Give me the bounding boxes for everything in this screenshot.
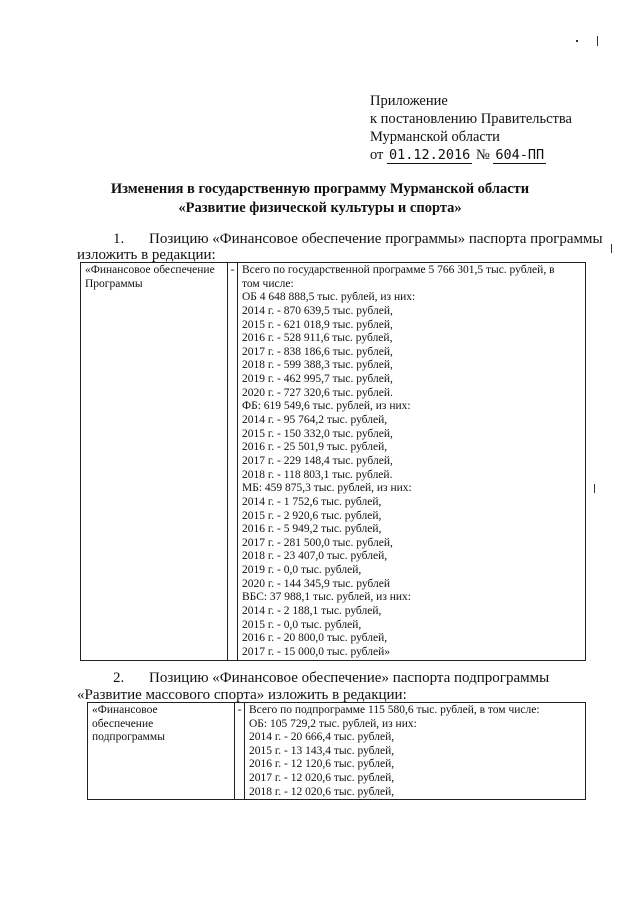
document-title — [0, 180, 640, 218]
table1-line: 2020 г. - 727 320,6 тыс. рублей. — [242, 386, 393, 399]
item2-paragraph-line2: «Развитие массового спорта» изложить в редакции: — [77, 687, 407, 703]
table1-line: ОБ 4 648 888,5 тыс. рублей, из них: — [242, 291, 416, 304]
table1-line: 2018 г. - 118 803,1 тыс. рублей. — [242, 468, 393, 481]
number-prefix: № — [475, 147, 490, 163]
table2-line: 2016 г. - 12 120,6 тыс. рублей, — [249, 758, 395, 771]
scan-mark — [594, 484, 595, 493]
table1-line: ВБС: 37 988,1 тыс. рублей, из них: — [242, 591, 412, 604]
table1-line: 2016 г. - 20 800,0 тыс. рублей, — [242, 632, 388, 645]
table1-line: 2019 г. - 462 995,7 тыс. рублей, — [242, 373, 393, 386]
scan-mark — [611, 244, 612, 253]
table2-line: 2015 г. - 13 143,4 тыс. рублей, — [249, 744, 395, 757]
table-row — [88, 703, 586, 800]
table1-line: 2017 г. - 281 500,0 тыс. рублей, — [242, 536, 393, 549]
table1-line: 2014 г. - 1 752,6 тыс. рублей, — [242, 495, 382, 508]
table1-line: 2015 г. - 0,0 тыс. рублей, — [242, 618, 362, 631]
table1-line: 2017 г. - 229 148,4 тыс. рублей, — [242, 454, 393, 467]
table1-line: 2016 г. - 528 911,6 тыс. рублей, — [242, 332, 393, 345]
document-date: 01.12.2016 — [389, 147, 471, 163]
table1-line: 2016 г. - 5 949,2 тыс. рублей, — [242, 523, 382, 536]
date-prefix: от — [370, 147, 384, 163]
table1-line: 2020 г. - 144 345,9 тыс. рублей — [242, 577, 390, 590]
table1-label-cell — [81, 263, 228, 661]
table2-value-cell — [245, 703, 586, 800]
table1-line: 2017 г. - 15 000,0 тыс. рублей» — [242, 645, 390, 658]
passport-table-2 — [87, 702, 586, 800]
table1-label-line: Программы — [85, 277, 143, 290]
item1-paragraph-line2: изложить в редакции: — [77, 247, 216, 263]
item2-number: 2. — [113, 670, 125, 686]
item2-text-line1: Позицию «Финансовое обеспечение» паспорта подпрограммы — [149, 670, 550, 686]
item1-text-line1: Позицию «Финансовое обеспечение программы» паспорта программы — [149, 231, 603, 247]
table1-label-line: «Финансовое обеспечение — [85, 264, 215, 276]
table2-label-line: «Финансовое — [92, 704, 158, 716]
table2-dash-cell: - — [235, 703, 245, 800]
document-number: 604-ПП — [495, 147, 545, 163]
title-line1: Изменения в государственную программу Мурманской области — [110, 181, 530, 197]
passport-table-1 — [80, 262, 586, 661]
table1-line: 2018 г. - 23 407,0 тыс. рублей, — [242, 550, 388, 563]
table2-line: 2017 г. - 12 020,6 тыс. рублей, — [249, 771, 395, 784]
table1-line: Всего по государственной программе 5 766 301,5 тыс. рублей, в — [242, 264, 555, 276]
table1-line: том числе: — [242, 277, 294, 290]
table1-line: 2015 г. - 150 332,0 тыс. рублей, — [242, 427, 393, 440]
table2-label-line: подпрограммы — [92, 731, 165, 744]
appendix-date-line — [370, 146, 572, 164]
table1-line: 2016 г. - 25 501,9 тыс. рублей, — [242, 441, 388, 454]
table1-line: 2014 г. - 870 639,5 тыс. рублей, — [242, 304, 393, 317]
table2-line: 2014 г. - 20 666,4 тыс. рублей, — [249, 731, 395, 744]
table1-value-cell — [238, 263, 586, 661]
table1-line: 2014 г. - 95 764,2 тыс. рублей, — [242, 414, 388, 427]
appendix-line3: Мурманской области — [370, 129, 500, 145]
item2-paragraph — [113, 670, 549, 686]
table1-dash-cell: - — [228, 263, 238, 661]
table1-line: 2019 г. - 0,0 тыс. рублей, — [242, 564, 362, 577]
table1-line: МБ: 459 875,3 тыс. рублей, из них: — [242, 482, 412, 495]
table-row — [81, 263, 586, 661]
table1-line: ФБ: 619 549,6 тыс. рублей, из них: — [242, 400, 411, 413]
item1-paragraph — [113, 231, 603, 247]
table2-line: 2018 г. - 12 020,6 тыс. рублей, — [249, 785, 395, 798]
appendix-block — [370, 92, 572, 164]
table2-line: Всего по подпрограмме 115 580,6 тыс. рублей, в том числе: — [249, 704, 540, 716]
item1-number: 1. — [113, 231, 125, 247]
title-line2: «Развитие физической культуры и спорта» — [178, 200, 462, 216]
appendix-line1: Приложение — [370, 93, 448, 109]
table2-line: ОБ: 105 729,2 тыс. рублей, из них: — [249, 717, 417, 730]
table2-label-line: обеспечение — [92, 717, 154, 730]
table2-label-cell — [88, 703, 235, 800]
table1-line: 2015 г. - 621 018,9 тыс. рублей, — [242, 318, 393, 331]
table1-line: 2014 г. - 2 188,1 тыс. рублей, — [242, 605, 382, 618]
scan-mark — [576, 40, 578, 42]
scan-mark — [597, 36, 598, 46]
table1-line: 2015 г. - 2 920,6 тыс. рублей, — [242, 509, 382, 522]
table1-line: 2017 г. - 838 186,6 тыс. рублей, — [242, 345, 393, 358]
appendix-line2: к постановлению Правительства — [370, 111, 572, 127]
table1-line: 2018 г. - 599 388,3 тыс. рублей, — [242, 359, 393, 372]
